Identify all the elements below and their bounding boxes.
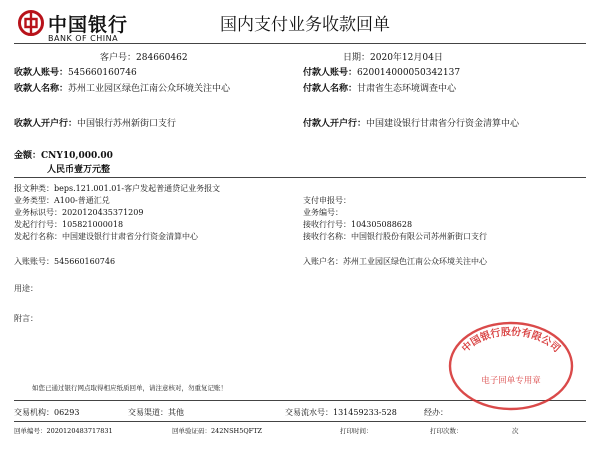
seal-bottom-text: 电子回单专用章 <box>481 376 541 386</box>
customer-no-label: 客户号： <box>100 53 137 63</box>
date-value: 2020年12月04日 <box>370 53 443 63</box>
apply-no: 支付申报号： <box>303 196 351 205</box>
trade-org: 交易机构：06293 <box>14 408 80 417</box>
payer-bank <box>303 116 519 129</box>
in-account-label: 入账账号： <box>14 257 54 266</box>
trade-channel: 交易渠道：其他 <box>128 408 184 417</box>
electronic-receipt-seal <box>446 320 576 412</box>
bank-of-china-logo-icon <box>18 10 44 36</box>
bank-name-en: BANK OF CHINA <box>48 34 119 43</box>
trade-serial: 交易流水号：131459233-528 <box>285 408 397 417</box>
biz-code: 业务编号： <box>303 208 343 217</box>
customer-no-value: 284660462 <box>136 53 188 63</box>
amount-label: 金额： <box>14 151 42 161</box>
customer-no <box>100 50 188 63</box>
in-account-value: 545660160746 <box>54 257 116 266</box>
handler: 经办： <box>424 408 448 417</box>
amount-in-words: 人民币壹万元整 <box>47 165 111 175</box>
payer-account-value: 620014000050342137 <box>357 68 461 78</box>
print-count-label: 打印次数： <box>430 427 463 435</box>
send-bank-no: 发起行行号：105821000018 <box>14 220 124 229</box>
seal-top-text: 中国银行股份有限公司 <box>460 326 562 355</box>
header-divider <box>14 43 586 44</box>
payee-name <box>14 81 230 94</box>
amount <box>14 148 113 161</box>
print-count-unit: 次 <box>512 427 519 435</box>
payee-account-label: 收款人账号： <box>14 68 69 78</box>
payee-bank <box>14 116 176 129</box>
notice-text: 如您已通过银行网点取得相应纸质回单，请注意核对，勿重复记账！ <box>32 384 227 392</box>
recv-bank-no: 接收行行号：104305088628 <box>303 220 413 229</box>
payer-account-label: 付款人账号： <box>303 68 358 78</box>
print-time: 打印时间： <box>340 427 373 435</box>
payer-name <box>303 81 456 94</box>
page-title: 国内支付业务收款回单 <box>220 15 390 35</box>
payee-name-value: 苏州工业园区绿色江南公众环境关注中心 <box>68 84 231 94</box>
payee-bank-value: 中国银行苏州新街口支行 <box>77 119 177 129</box>
payer-name-label: 付款人名称： <box>303 84 358 94</box>
in-account <box>14 256 115 267</box>
payer-account <box>303 65 460 78</box>
biz-id: 业务标识号：2020120435371209 <box>14 208 144 217</box>
receipt-no: 回单编号：2020120483717831 <box>14 427 113 435</box>
in-account-holder <box>303 256 487 267</box>
amount-divider <box>14 177 586 178</box>
payer-bank-label: 付款人开户行： <box>303 119 367 129</box>
payee-account <box>14 65 137 78</box>
recv-bank-name: 接收行名称：中国银行股份有限公司苏州新街口支行 <box>303 232 487 241</box>
date-label: 日期： <box>343 53 371 63</box>
payer-name-value: 甘肃省生态环境调查中心 <box>357 84 457 94</box>
remark-label: 附言： <box>14 314 38 323</box>
biz-type: 业务类型：A100-普通汇兑 <box>14 196 110 205</box>
payee-bank-label: 收款人开户行： <box>14 119 78 129</box>
payee-account-value: 545660160746 <box>68 68 137 78</box>
payer-bank-value: 中国建设银行甘肃省分行资金清算中心 <box>366 119 520 129</box>
footer-divider-2 <box>14 421 586 422</box>
date <box>343 50 443 63</box>
in-account-holder-label: 入账户名： <box>303 257 343 266</box>
msg-type: 报文种类：beps.121.001.01-客户发起普通贷记业务报文 <box>14 184 221 193</box>
payee-name-label: 收款人名称： <box>14 84 69 94</box>
send-bank-name: 发起行名称：中国建设银行甘肃省分行资金清算中心 <box>14 232 198 241</box>
purpose-label: 用途： <box>14 284 38 293</box>
amount-value: CNY10,000.00 <box>41 151 113 161</box>
bank-name-cn: 中国银行 <box>48 14 129 36</box>
in-account-holder-value: 苏州工业园区绿色江南公众环境关注中心 <box>343 257 487 266</box>
verify-code: 回单验证码：242NSH5QFTZ <box>172 427 263 435</box>
